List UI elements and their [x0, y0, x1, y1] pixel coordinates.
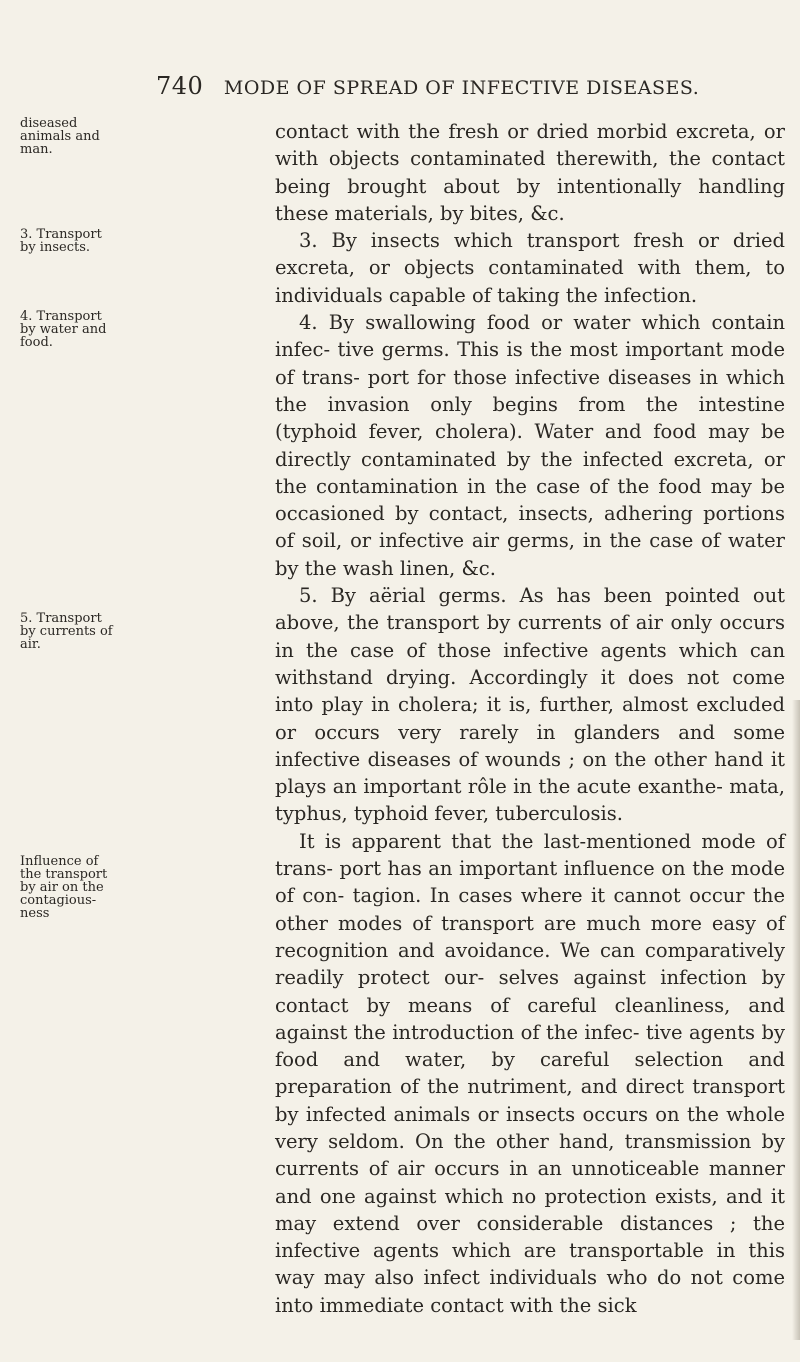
paragraph-influence: It is apparent that the last-mentioned mode of trans- port has an important influence on the mode of con- tagion. In cases where it cannot occur the other modes of transport are much more easy of recognition and avoidance. We can comparatively readily protect our- selves against infection by contact by means of careful cleanliness, and against the introduction of the infec- tive agents by food and water, by careful selection and preparation of the nutriment, and direct transport by infected animals or insects occurs on the whole very seldom. On the other hand, transmission by currents of air occurs in an unnoticeable manner and one against which no protection exists, and it may extend over considerable distances ; the infective agents which are transportable in this way may also infect individuals who do not come into immediate contact with the sick: [275, 829, 785, 1317]
margin-note-influence: Influence of the transport by air on the contagious- ness: [20, 854, 108, 921]
paragraph-insects: 3. By insects which transport fresh or dried excreta, or objects contaminated with them, to individuals capable of taking the infection.: [275, 229, 785, 307]
paragraph-water-food: 4. By swallowing food or water which contain infec- tive germs. This is the most important mode of trans- port for those infective diseases in which the invasion only begins from the intestine (typhoid fever, cholera). Water and food may be directly contaminated by the infected excreta, or the contamination in the case of the food may be occasioned by contact, insects, adhering portions of soil, or infective air germs, in the case of water by the wash linen, &c.: [275, 311, 785, 580]
running-title: MODE OF SPREAD OF INFECTIVE DISEASES.: [223, 77, 700, 99]
running-header: [156, 72, 716, 100]
margin-note-water-food: 4. Transport by water and food.: [20, 309, 107, 350]
margin-note-insects: 3. Transport by insects.: [20, 227, 102, 255]
body-text: [275, 118, 785, 1319]
page-edge-shadow: [792, 700, 800, 1340]
margin-note-diseased: diseased animals and man.: [20, 116, 100, 157]
page-number: 740: [156, 72, 204, 100]
margin-note-air-currents: 5. Transport by currents of air.: [20, 611, 113, 652]
paragraph-contact: contact with the fresh or dried morbid excreta, or with objects contaminated therewith, the contact being brought about by intentionally handling these materials, by bites, &c.: [275, 120, 785, 225]
paragraph-aerial-germs: 5. By aërial germs. As has been pointed out above, the transport by currents of air only occurs in the case of those infective agents which can withstand drying. Accordingly it does not come into play in cholera; it is, further, almost excluded or occurs very rarely in glanders and some infective diseases of wounds ; on the other hand it plays an important rôle in the acute exanthe- mata, typhus, typhoid fever, tuberculosis.: [275, 584, 785, 826]
